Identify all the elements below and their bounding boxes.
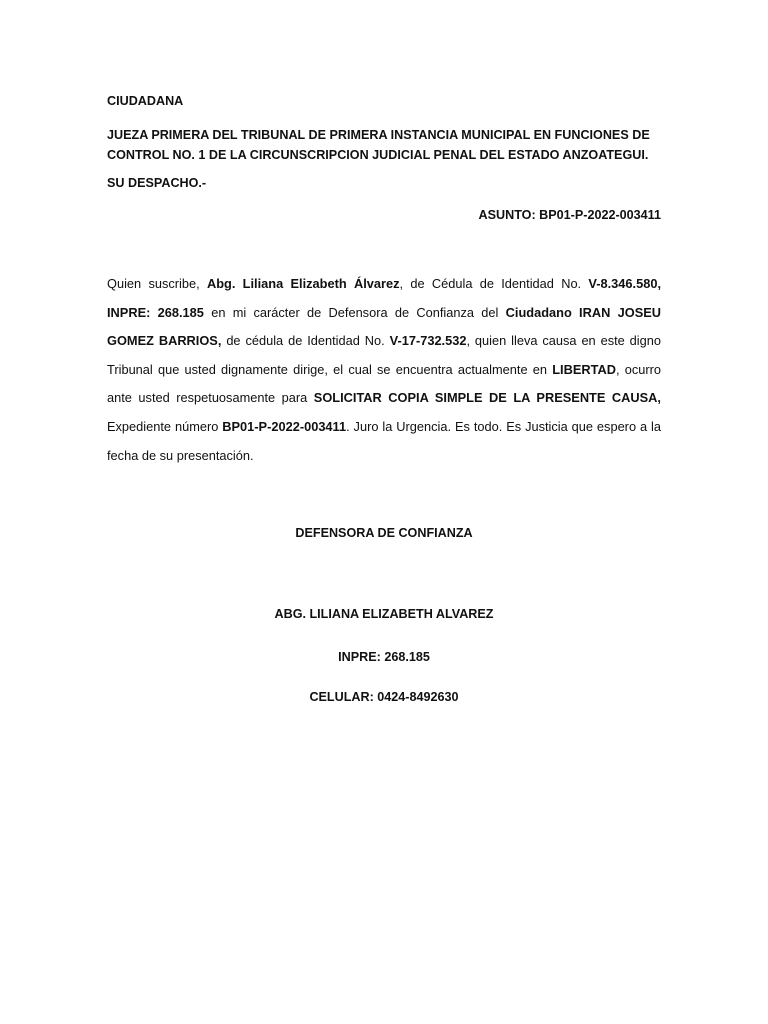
- lawyer-name: Abg. Liliana Elizabeth Álvarez: [206, 276, 400, 291]
- case-number: BP01-P-2022-003411: [222, 418, 347, 434]
- signature-inpre: INPRE: 268.185: [338, 650, 430, 664]
- signature-phone: CELULAR: 0424-8492630: [309, 690, 459, 704]
- body-text-4: de cédula de Identidad No.: [221, 333, 390, 349]
- addressee-title: JUEZA PRIMERA DEL TRIBUNAL DE PRIMERA INSTANCIA MUNICIPAL EN FUNCIONES DE CONTROL NO. 1 DE LA CIRCUNSCRIPCION JUDICIAL PENAL DEL ESTADO ANZOATEGUI.: [107, 128, 650, 162]
- signature-role: DEFENSORA DE CONFIANZA: [295, 526, 473, 540]
- body-text-2: , de Cédula de Identidad No.: [399, 276, 589, 291]
- subject-line: ASUNTO: BP01-P-2022-003411: [478, 208, 661, 222]
- body-text-5: , quien lleva causa en este digno Tribunal que usted dignamente dirige, el cual se encuentra actualmente en: [107, 333, 661, 377]
- request-text: SOLICITAR COPIA SIMPLE DE LA PRESENTE CAUSA,: [313, 390, 661, 406]
- addressee-label: CIUDADANA: [107, 94, 184, 108]
- legal-status: LIBERTAD: [552, 361, 616, 377]
- body-paragraph: [107, 270, 661, 470]
- body-text-7: Expediente número: [107, 418, 223, 434]
- client-name: Ciudadano IRAN JOSEU GOMEZ BARRIOS,: [107, 304, 662, 349]
- lawyer-id: V-8.346.580, INPRE: 268.185: [107, 276, 661, 320]
- body-text-3: en mi carácter de Defensora de Confianza del: [203, 304, 506, 320]
- body-text-8: . Juro la Urgencia. Es todo. Es Justicia que espero a la fecha de su presentación.: [107, 418, 661, 463]
- client-id: V-17-732.532: [389, 333, 467, 349]
- addressee-office: SU DESPACHO.-: [107, 176, 207, 190]
- body-text-1: Quien suscribe,: [107, 276, 207, 291]
- signature-name: ABG. LILIANA ELIZABETH ALVAREZ: [274, 607, 494, 621]
- body-text-6: , ocurro ante usted respetuosamente para: [107, 361, 662, 406]
